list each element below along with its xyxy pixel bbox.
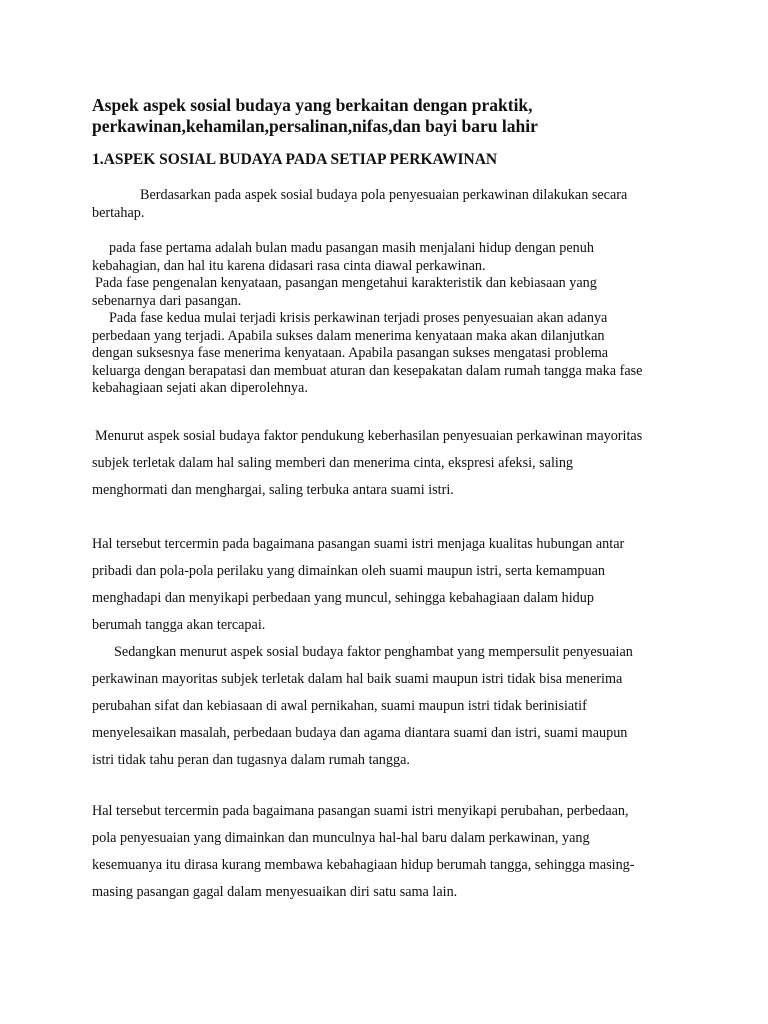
paragraph [92,423,692,504]
text-line: kebahagian, dan hal itu karena didasari rasa cinta diawal perkawinan. [92,257,486,274]
title-line: perkawinan,kehamilan,persalinan,nifas,dan bayi baru lahir [92,116,538,136]
section-heading: 1.ASPEK SOSIAL BUDAYA PADA SETIAP PERKAWINAN [92,151,498,168]
text-line: kesemuanya itu dirasa kurang membawa kebahagiaan hidup berumah tangga, sehingga masing- [92,857,635,873]
text-line: pola penyesuaian yang dimainkan dan munculnya hal-hal baru dalam perkawinan, yang [92,830,590,846]
text-line: Sedangkan menurut aspek sosial budaya faktor penghambat yang mempersulit penyesuaian [114,644,633,660]
text-line: perubahan sifat dan kebiasaan di awal pernikahan, suami maupun istri tidak berinisiatif [92,698,587,714]
paragraph [92,187,692,222]
text-line: subjek terletak dalam hal saling memberi dan menerima cinta, ekspresi afeksi, saling [92,455,574,471]
text-line: dengan suksesnya fase menerima kenyataan. Apabila pasangan sukses mengatasi problema [92,345,609,361]
text-line: pada fase pertama adalah bulan madu pasangan masih menjalani hidup dengan penuh [109,240,594,256]
paragraph [92,639,692,774]
paragraph [92,531,692,639]
text-line: menghormati dan menghargai, saling terbuka antara suami istri. [92,482,454,498]
text-line: Berdasarkan pada aspek sosial budaya pola penyesuaian perkawinan dilakukan secara [140,187,628,203]
text-line: sebenarnya dari pasangan. [92,292,242,309]
text-line: keluarga dengan berapatasi dan membuat aturan dan kesepakatan dalam rumah tangga maka fase [92,362,643,379]
paragraph [92,798,692,906]
text-line: bertahap. [92,204,145,221]
title-line: Aspek aspek sosial budaya yang berkaitan dengan praktik, [92,95,533,115]
text-line: masing pasangan gagal dalam menyesuaikan diri satu sama lain. [92,884,458,900]
text-line: berumah tangga akan tercapai. [92,617,266,633]
text-line: kebahagiaan sejati akan diperolehnya. [92,380,308,396]
document-title [92,95,692,137]
text-line: Hal tersebut tercermin pada bagaimana pasangan suami istri menjaga kualitas hubungan antar [92,536,625,552]
text-line: Pada fase kedua mulai terjadi krisis perkawinan terjadi proses penyesuaian akan adanya [109,310,608,326]
text-line: perkawinan mayoritas subjek terletak dalam hal baik suami maupun istri tidak bisa menerima [92,671,623,687]
text-line: menyelesaikan masalah, perbedaan budaya dan agama diantara suami dan istri, suami maupun [92,725,628,741]
text-line: pribadi dan pola-pola perilaku yang dimainkan oleh suami maupun istri, serta kemampuan [92,563,605,579]
text-line: istri tidak tahu peran dan tugasnya dalam rumah tangga. [92,752,410,768]
text-line: Menurut aspek sosial budaya faktor pendukung keberhasilan penyesuaian perkawinan mayoritas [95,428,643,444]
text-line: menghadapi dan menyikapi perbedaan yang muncul, sehingga kebahagiaan dalam hidup [92,590,594,606]
paragraph [92,240,692,398]
text-line: perbedaan yang terjadi. Apabila sukses dalam menerima kenyataan maka akan dilanjutkan [92,327,605,344]
text-line: Hal tersebut tercermin pada bagaimana pasangan suami istri menyikapi perubahan, perbedaan, [92,803,629,819]
text-line: Pada fase pengenalan kenyataan, pasangan mengetahui karakteristik dan kebiasaan yang [95,275,597,291]
